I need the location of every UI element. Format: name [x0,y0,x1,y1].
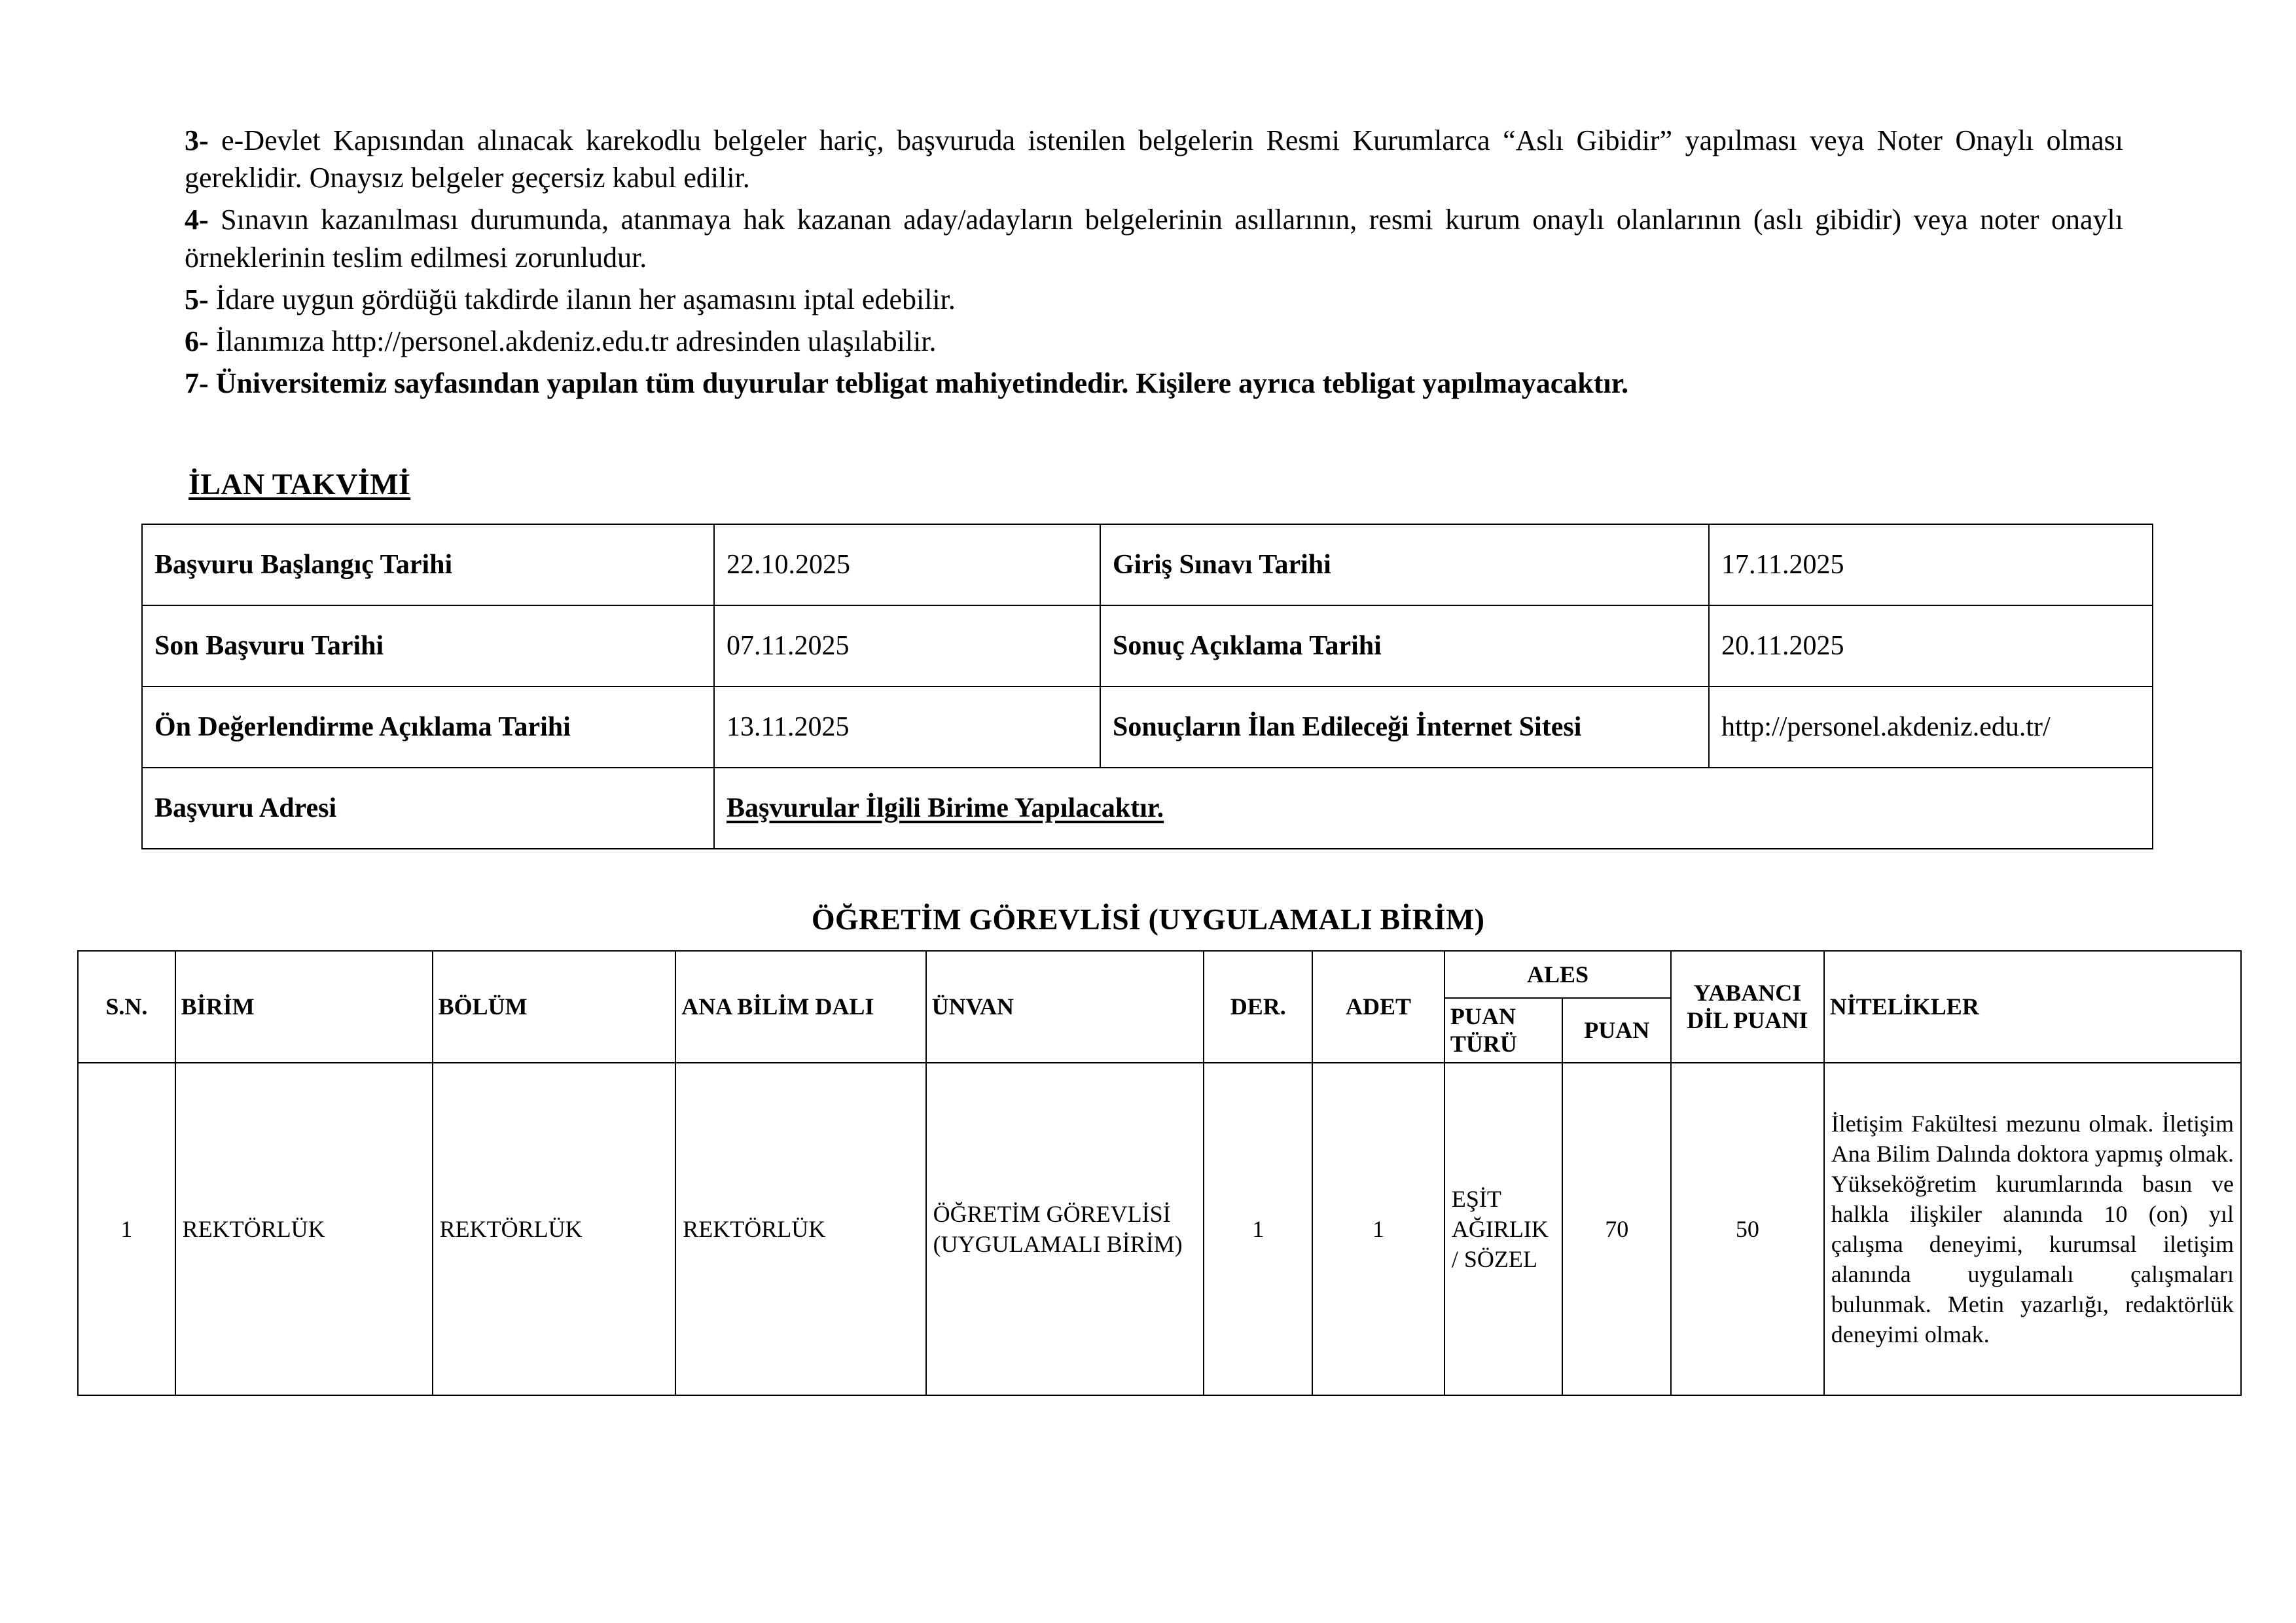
calendar-value-application-address: Başvurular İlgili Birime Yapılacaktır. [714,768,2153,849]
table-row [142,687,2153,768]
cell-ales-puan: 70 [1562,1063,1671,1395]
cell-yabanci-dil-puani: 50 [1671,1063,1824,1395]
cell-bolum: REKTÖRLÜK [433,1063,676,1395]
calendar-value-result-date: 20.11.2025 [1709,605,2153,687]
calendar-table-wrapper [141,524,2152,849]
col-header-ales-puan: PUAN [1562,998,1671,1063]
table-row [142,524,2153,605]
note-text-3: e-Devlet Kapısından alınacak karekodlu belgeler hariç, başvuruda istenilen belgelerin Resmi Kurumlarca “Aslı Gibidir” yapılması veya Noter Onaylı olması gereklidir. Onaysız belgeler geçersiz kabul edilir. [185,124,2123,194]
col-header-ales-puan-turu: PUAN TÜRÜ [1444,998,1563,1063]
col-header-der: DER. [1204,951,1312,1063]
note-number-4: 4- [185,204,209,236]
cell-sn: 1 [78,1063,175,1395]
col-header-sn: S.N. [78,951,175,1063]
note-item-4 [185,201,2123,276]
table-row [78,1063,2241,1395]
calendar-value-preeval-date: 13.11.2025 [714,687,1100,768]
calendar-label-results-website: Sonuçların İlan Edileceği İnternet Sitesi [1100,687,1709,768]
job-table-wrapper [77,950,2242,1396]
col-header-ales: ALES [1444,951,1671,998]
note-number-6: 6- [185,325,209,357]
col-header-yabanci-dil-puani: YABANCI DİL PUANI [1671,951,1824,1063]
calendar-label-preeval-date: Ön Değerlendirme Açıklama Tarihi [142,687,714,768]
calendar-table [141,524,2153,849]
table-row [142,605,2153,687]
col-header-adet: ADET [1312,951,1444,1063]
note-item-6 [185,323,2123,360]
job-table-title: ÖĞRETİM GÖREVLİSİ (UYGULAMALI BİRİM) [811,902,1485,936]
calendar-value-last-application-date: 07.11.2025 [714,605,1100,687]
calendar-heading: İLAN TAKVİMİ [188,467,411,501]
col-header-birim: BİRİM [175,951,433,1063]
note-number-5: 5- [185,283,209,315]
calendar-label-last-application-date: Son Başvuru Tarihi [142,605,714,687]
cell-adet: 1 [1312,1063,1444,1395]
col-header-nitelikler: NİTELİKLER [1824,951,2241,1063]
note-text-4: Sınavın kazanılması durumunda, atanmaya hak kazanan aday/adayların belgelerinin asıllarının, resmi kurum onaylı olanlarının (aslı gibidir) veya noter onaylı örneklerinin teslim edilmesi zorunludur. [185,204,2123,274]
col-header-bolum: BÖLÜM [433,951,676,1063]
note-text-5: İdare uygun gördüğü takdirde ilanın her aşamasını iptal edebilir. [208,283,956,315]
note-item-5 [185,281,2123,318]
table-row [142,768,2153,849]
col-header-ana-bilim-dali: ANA BİLİM DALI [675,951,925,1063]
note-text-6: İlanımıza http://personel.akdeniz.edu.tr adresinden ulaşılabilir. [208,325,937,357]
calendar-label-start-date: Başvuru Başlangıç Tarihi [142,524,714,605]
cell-birim: REKTÖRLÜK [175,1063,433,1395]
notes-block [185,122,2123,406]
note-item-3 [185,122,2123,196]
col-header-unvan: ÜNVAN [926,951,1204,1063]
job-table [77,950,2242,1396]
cell-ales-puan-turu: EŞİT AĞIRLIK / SÖZEL [1444,1063,1563,1395]
cell-der: 1 [1204,1063,1312,1395]
job-table-header-row-1 [78,951,2241,998]
cell-ana-bilim-dali: REKTÖRLÜK [675,1063,925,1395]
note-number-7: 7- [185,367,209,400]
note-number-3: 3- [185,124,209,156]
note-item-7 [185,365,2123,402]
calendar-label-exam-date: Giriş Sınavı Tarihi [1100,524,1709,605]
cell-unvan: ÖĞRETİM GÖREVLİSİ (UYGULAMALI BİRİM) [926,1063,1204,1395]
cell-nitelikler: İletişim Fakültesi mezunu olmak. İletişim Ana Bilim Dalında doktora yapmış olmak. Yükseköğretim kurumlarında basın ve halkla ilişkiler alanında 10 (on) yıl çalışma deneyimi, kurumsal iletişim alanında uygulamalı çalışmaları bulunmak. Metin yazarlığı, redaktörlük deneyimi olmak. [1824,1063,2241,1395]
calendar-value-exam-date: 17.11.2025 [1709,524,2153,605]
note-text-7: Üniversitemiz sayfasından yapılan tüm duyurular tebligat mahiyetindedir. Kişilere ayrıca tebligat yapılmayacaktır. [208,367,1629,400]
calendar-label-result-date: Sonuç Açıklama Tarihi [1100,605,1709,687]
calendar-value-start-date: 22.10.2025 [714,524,1100,605]
calendar-value-results-website: http://personel.akdeniz.edu.tr/ [1709,687,2153,768]
calendar-label-application-address: Başvuru Adresi [142,768,714,849]
